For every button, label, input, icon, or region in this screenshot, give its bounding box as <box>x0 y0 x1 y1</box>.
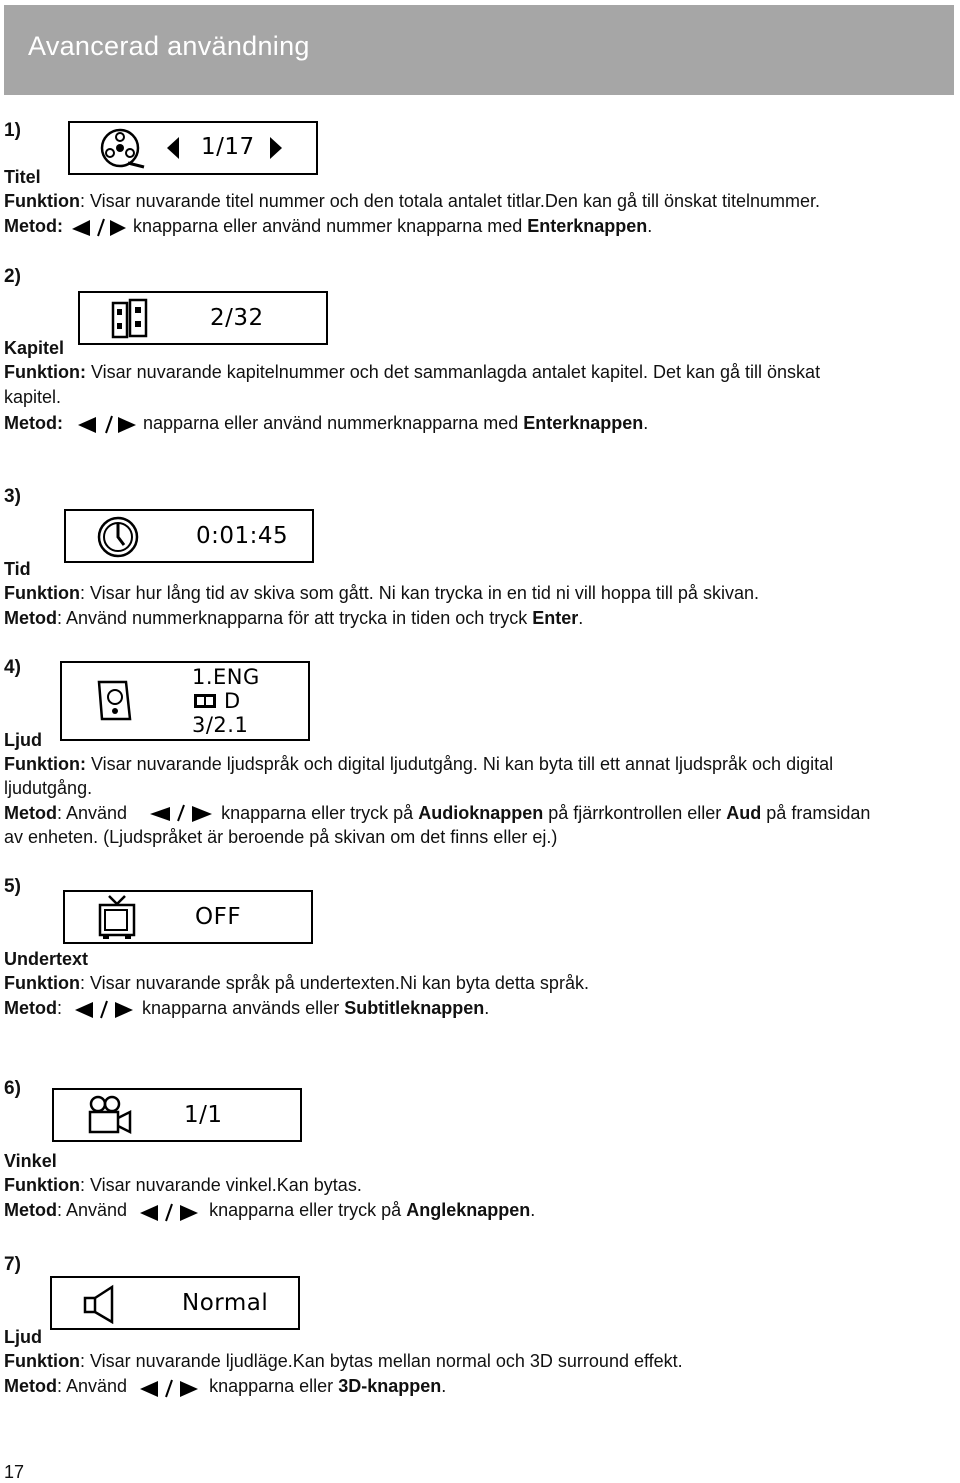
time-counter: 0:01:45 <box>196 523 289 549</box>
audio-format: D <box>224 689 241 713</box>
function-line: Funktion: Visar nuvarande titel nummer och den totala antalet titlar.Den kan gå till önskat titelnummer. <box>4 191 821 211</box>
section-title: Kapitel <box>4 338 65 358</box>
speaker-cone-icon <box>82 1284 122 1324</box>
section-number: 2) <box>4 266 21 287</box>
function-line: Funktion: Visar hur lång tid av skiva som gått. Ni kan trycka in en tid ni vill hoppa till på skivan. <box>4 583 759 603</box>
method-line: Metod: napparna eller använd nummerknapparna med Enterknappen. <box>4 413 648 435</box>
method-line: Metod: knapparna används eller Subtitleknappen. <box>4 998 489 1020</box>
section-title: Undertext <box>4 949 89 969</box>
method-line: Metod: Använd nummerknapparna för att trycka in tiden och tryck Enter. <box>4 608 584 628</box>
title-counter: 1/17 <box>201 134 255 160</box>
section-number: 7) <box>4 1254 21 1275</box>
speaker-icon <box>96 679 134 723</box>
function-line: Funktion: Visar nuvarande vinkel.Kan bytas. <box>4 1175 362 1195</box>
section-title: Ljud <box>4 1327 42 1347</box>
section-number: 3) <box>4 486 21 507</box>
chapter-counter: 2/32 <box>210 305 264 331</box>
function-line: Funktion: Visar nuvarande ljudspråk och digital ljudutgång. Ni kan byta till ett annat ljudspråk och digital <box>4 754 834 774</box>
section-number: 1) <box>4 120 21 141</box>
section-number: 5) <box>4 876 21 897</box>
osd-display-angle <box>52 1088 302 1142</box>
audio-language: 1.ENG <box>192 665 260 689</box>
clock-icon <box>96 515 140 559</box>
page-header <box>4 5 954 95</box>
page-number: 17 <box>4 1462 25 1482</box>
tv-icon <box>97 894 137 940</box>
function-line-cont: kapitel. <box>4 387 62 407</box>
left-right-arrows-icon <box>67 998 137 1020</box>
osd-display-subtitle <box>63 890 313 944</box>
osd-display-title <box>68 121 318 175</box>
film-strip-icon <box>110 297 152 341</box>
section-title: Titel <box>4 167 41 187</box>
function-line: Funktion: Visar nuvarande språk på undertexten.Ni kan byta detta språk. <box>4 973 589 993</box>
left-arrow-icon <box>166 136 180 160</box>
section-title: Vinkel <box>4 1151 57 1171</box>
page-title: Avancerad användning <box>28 31 310 61</box>
method-line: Metod: Använd knapparna eller tryck på Audioknappen på fjärrkontrollen eller Aud på framsidan <box>4 803 870 825</box>
disc-reel-icon <box>98 127 148 169</box>
subtitle-state: OFF <box>195 904 242 930</box>
camera-icon <box>86 1094 132 1138</box>
angle-counter: 1/1 <box>184 1102 223 1128</box>
left-right-arrows-icon <box>132 1376 204 1398</box>
left-right-arrows-icon <box>68 216 128 238</box>
left-right-arrows-icon <box>68 413 138 435</box>
dolby-icon <box>193 693 217 709</box>
left-right-arrows-icon <box>132 803 216 825</box>
method-line: Metod: Använd knapparna eller tryck på Angleknappen. <box>4 1200 535 1222</box>
osd-display-sound-mode <box>50 1276 300 1330</box>
audio-channels: 3/2.1 <box>192 713 249 737</box>
osd-display-audio <box>60 661 310 741</box>
section-number: 4) <box>4 657 21 678</box>
section-title: Ljud <box>4 730 42 750</box>
method-line: Metod: knapparna eller använd nummer knapparna med Enterknappen. <box>4 216 652 238</box>
function-line: Funktion: Visar nuvarande ljudläge.Kan bytas mellan normal och 3D surround effekt. <box>4 1351 683 1371</box>
osd-display-time <box>64 509 314 563</box>
sound-mode: Normal <box>182 1290 269 1316</box>
function-line: Funktion: Visar nuvarande kapitelnummer och det sammanlagda antalet kapitel. Det kan gå till önskat <box>4 362 821 382</box>
left-right-arrows-icon <box>132 1200 204 1222</box>
method-line-cont: av enheten. (Ljudspråket är beroende på skivan om det finns eller ej.) <box>4 827 558 847</box>
function-line-cont: ljudutgång. <box>4 778 93 798</box>
right-arrow-icon <box>269 136 283 160</box>
method-line: Metod: Använd knapparna eller 3D-knappen. <box>4 1376 446 1398</box>
section-title: Tid <box>4 559 31 579</box>
section-number: 6) <box>4 1078 21 1099</box>
osd-display-chapter <box>78 291 328 345</box>
